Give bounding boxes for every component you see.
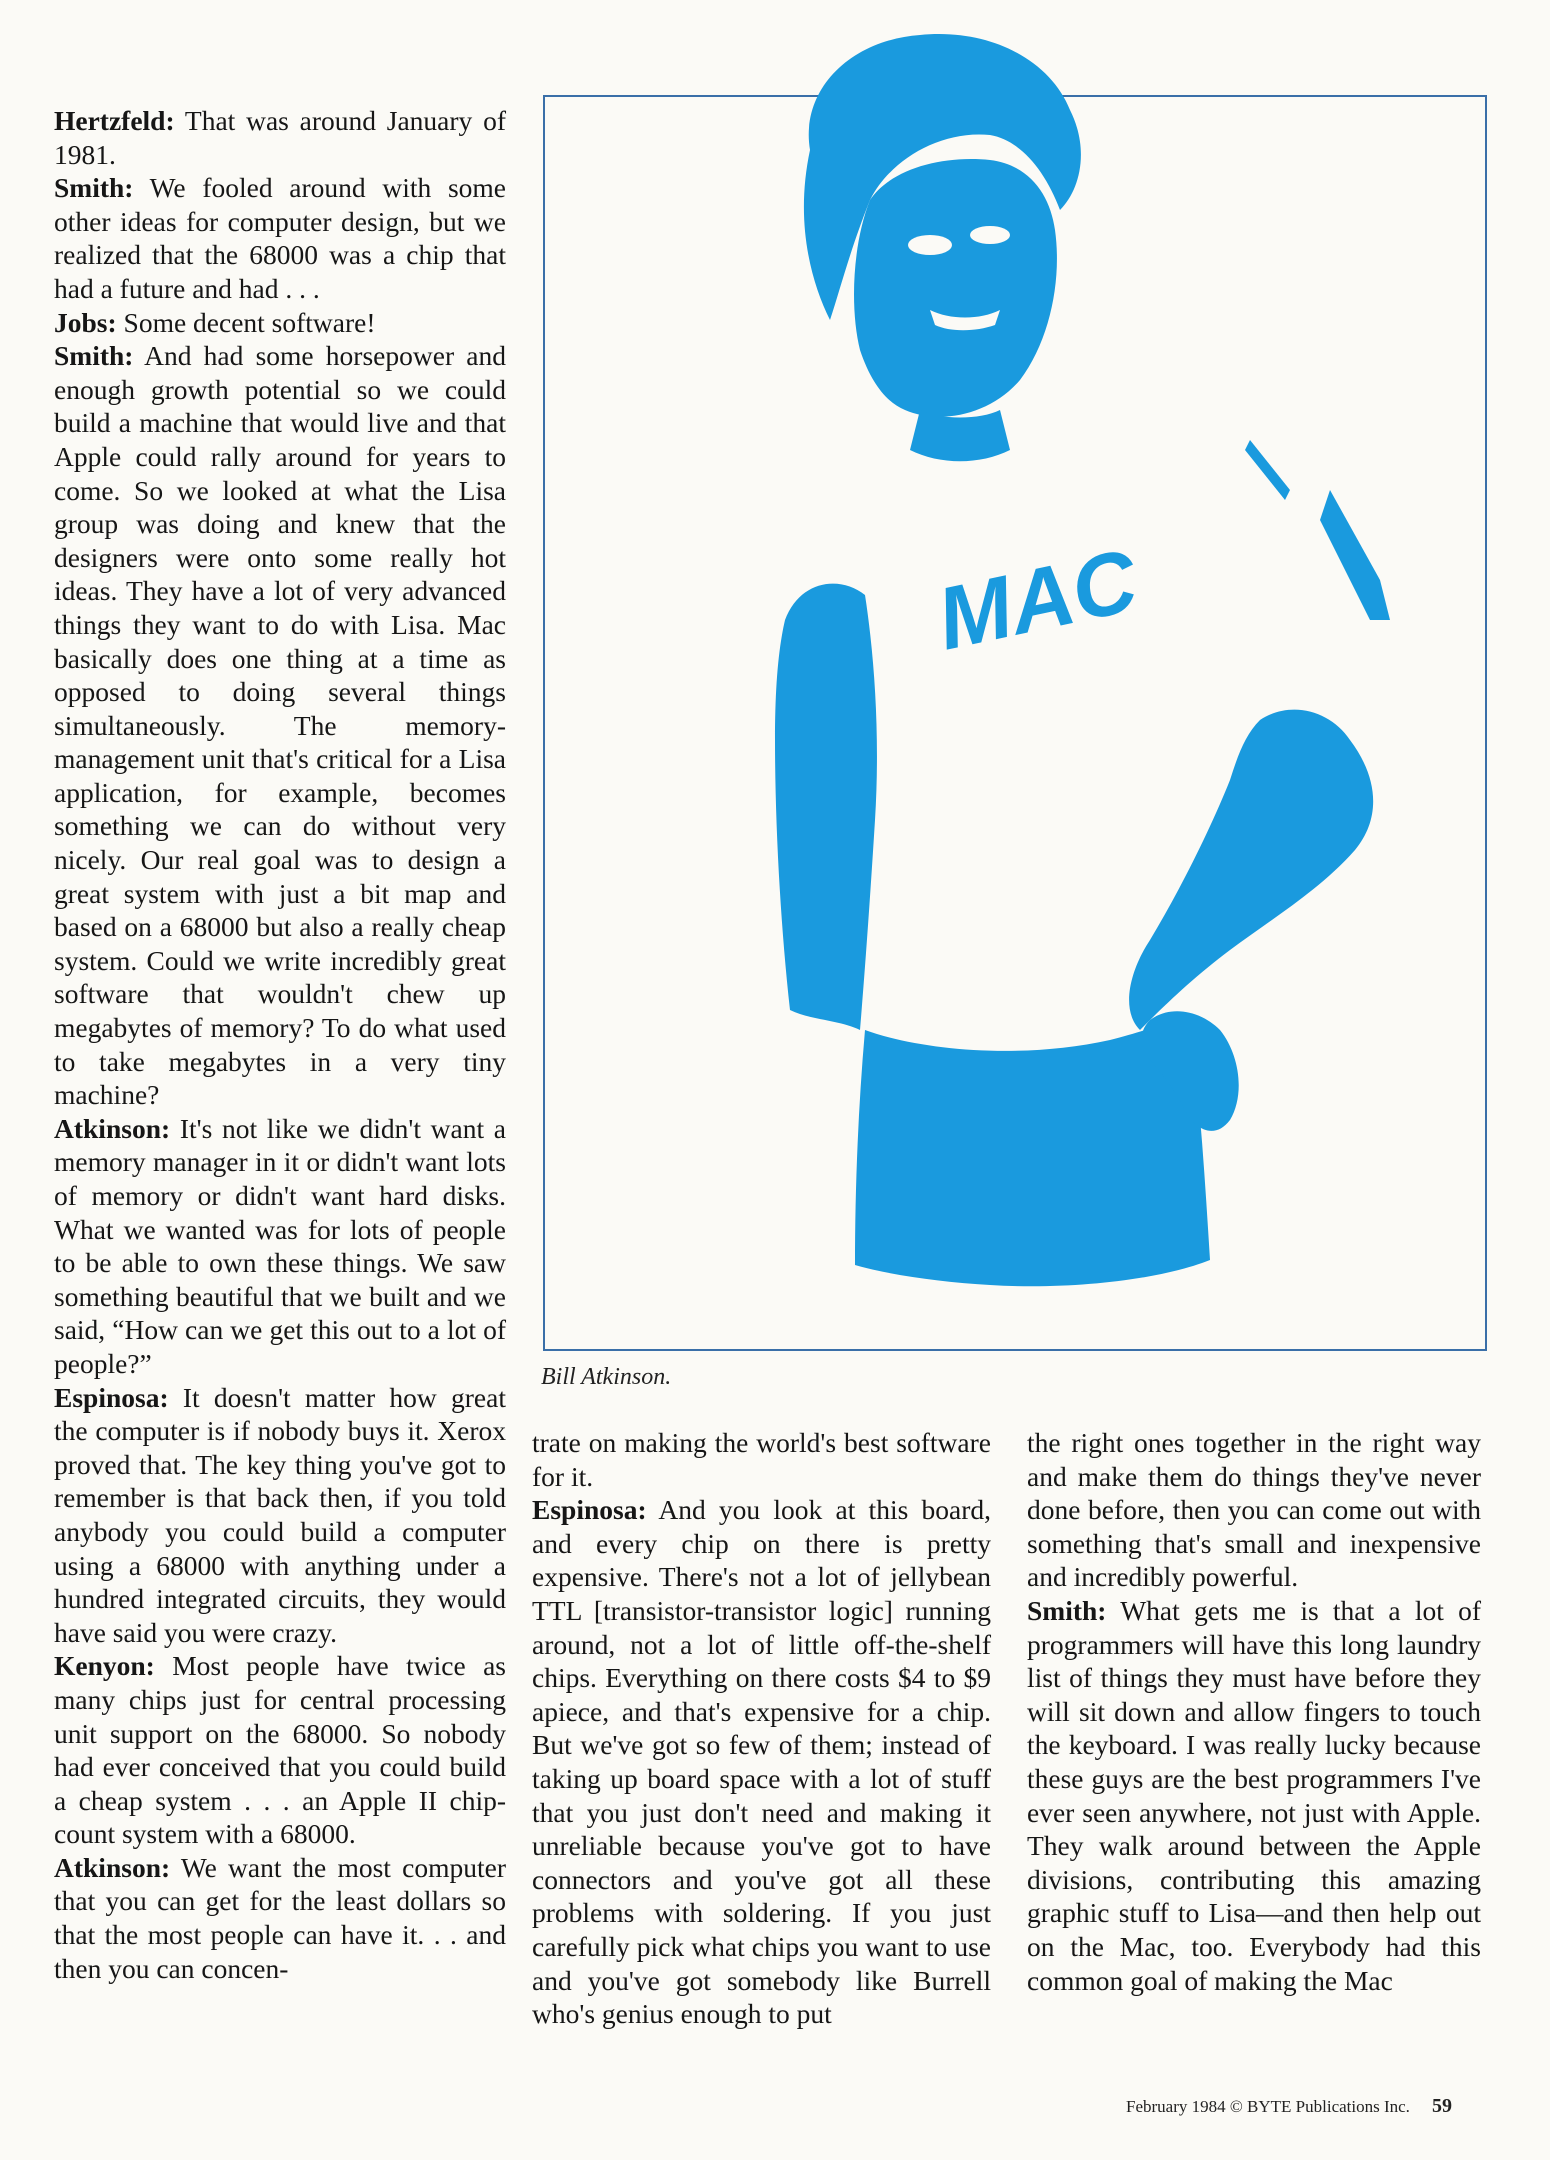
paragraph: [1027, 1426, 1481, 1594]
paragraph-text: That was around January of 1981.: [54, 105, 506, 170]
paragraph-text: What gets me is that a lot of programmers will have this long laundry list of things they must have before they will sit down and allow fingers to touch the keyboard. I was really lucky because these guys are the best programmers I've ever seen anywhere, not just with Apple. They walk around between the Apple divisions, contributing this amazing graphic stuff to Lisa—and then help out on the Mac, too. Everybody had this common goal of making the Mac: [1027, 1594, 1481, 1996]
paragraph-text: And you look at this board, and every chip on there is pretty expensive. There's not a lot of jellybean TTL [transistor-transistor logic] running around, not a lot of little off-the-shelf chips. Everything on there costs $4 to $9 apiece, and that's expensive for a chip. But we've got so few of them; instead of taking up board space with a lot of stuff that you just don't need and making it unreliable because you've got to have connectors and you've got all these problems with soldering. If you just carefully pick what chips you want to use and you've got somebody like Burrell who's genius enough to put: [532, 1494, 991, 2030]
speaker-name: Smith:: [54, 172, 134, 204]
paragraph-text: It doesn't matter how great the computer is if nobody buys it. Xerox proved that. The key thing you've got to remember is that back then, if you told anybody you could build a computer using a 68000 with anything under a hundred integrated circuits, they would have said you were crazy.: [54, 1381, 506, 1648]
paragraph-text: Most people have twice as many chips just for central processing unit support on the 68000. So nobody had ever conceived that you could build a cheap system . . . an Apple II chip-count system with a 68000.: [54, 1650, 506, 1850]
speaker-name: Jobs:: [54, 306, 117, 338]
paragraph-text: We fooled around with some other ideas for computer design, but we realized that the 68000 was a chip that had a future and had . . .: [54, 172, 506, 304]
photo-caption: Bill Atkinson.: [541, 1364, 672, 1390]
paragraph: [532, 1493, 991, 2031]
paragraph: [54, 104, 506, 171]
shirt-mac-logo: MAC: [928, 530, 1146, 669]
speaker-name: Atkinson:: [54, 1851, 171, 1883]
paragraph-text: It's not like we didn't want a memory manager in it or didn't want lots of memory or didn't want hard disks. What we wanted was for lots of people to be able to own these things. We saw something beautiful that we built and we said, “How can we get this out to a lot of people?”: [54, 1112, 506, 1379]
paragraph-text: We want the most computer that you can get for the least dollars so that the most people can have it. . . and then you can concen-: [54, 1851, 506, 1984]
speaker-name: Hertzfeld:: [54, 105, 175, 136]
bill-atkinson-photo: [690, 20, 1480, 1360]
speaker-name: Kenyon:: [54, 1650, 155, 1682]
page-number: 59: [1431, 2095, 1452, 2117]
paragraph-text: Some decent software!: [116, 306, 376, 338]
speaker-name: Smith:: [54, 340, 134, 372]
speaker-name: Atkinson:: [54, 1112, 171, 1144]
paragraph: [54, 1851, 506, 1985]
paragraph: [54, 1649, 506, 1851]
speaker-name: Espinosa:: [54, 1381, 169, 1413]
text-column-2: [532, 1426, 991, 2031]
speaker-name: Espinosa:: [532, 1494, 647, 1526]
text-column-3: [1027, 1426, 1481, 1997]
page-footer: [1126, 2095, 1452, 2118]
footer-publication: February 1984 © BYTE Publications Inc.: [1126, 2097, 1410, 2116]
paragraph-text: trate on making the world's best software for it.: [532, 1427, 991, 1492]
paragraph: [54, 339, 506, 1112]
paragraph-text: And had some horsepower and enough growth potential so we could build a machine that would live and that Apple could rally around for years to come. So we looked at what the Lisa group was doing and knew that the designers were onto some really hot ideas. They have a lot of very advanced things they want to do with Lisa. Mac basically does one thing at a time as opposed to doing several things simultaneously. The memory-management unit that's critical for a Lisa application, for example, becomes something we can do without very nicely. Our real goal was to design a great system with just a bit map and based on a 68000 but also a really cheap system. Could we write incredibly great software that wouldn't chew up megabytes of memory? To do what used to take megabytes in a very tiny machine?: [54, 340, 506, 1111]
paragraph: [54, 306, 506, 340]
paragraph: [1027, 1594, 1481, 1997]
text-column-1: [54, 104, 506, 1985]
paragraph: [532, 1426, 991, 1493]
paragraph: [54, 1112, 506, 1381]
paragraph: [54, 171, 506, 305]
paragraph: [54, 1381, 506, 1650]
speaker-name: Smith:: [1027, 1594, 1107, 1626]
paragraph-text: the right ones together in the right way and make them do things they've never done before, then you can come out with something that's small and inexpensive and incredibly powerful.: [1027, 1427, 1481, 1593]
